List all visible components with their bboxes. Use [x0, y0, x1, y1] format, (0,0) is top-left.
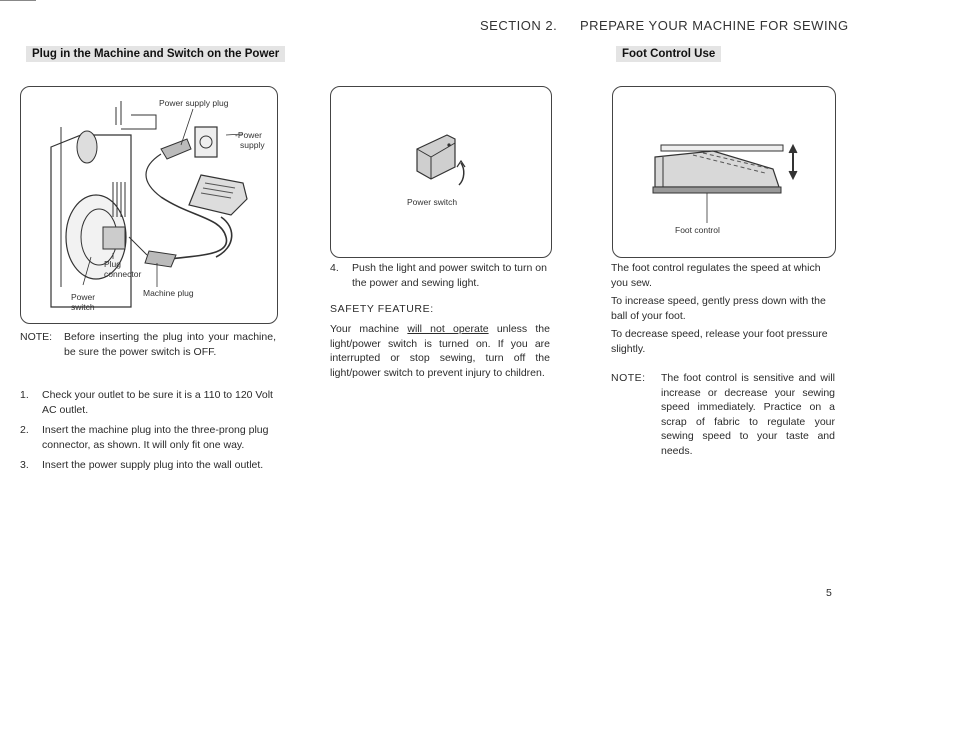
label-machine-plug: Machine plug: [143, 288, 194, 298]
foot-control-illustration: [613, 87, 835, 257]
right-para-3: To decrease speed, release your foot pressure slightly.: [611, 328, 828, 355]
label-power-supply-plug: Power supply plug: [159, 98, 229, 108]
section-label: SECTION 2.: [480, 18, 558, 33]
right-para-1: The foot control regulates the speed at which you sew.: [611, 262, 821, 289]
foot-control-figure: [612, 86, 836, 258]
right-para-2: To increase speed, gently press down with the ball of your foot.: [611, 295, 826, 322]
left-steps: [20, 388, 276, 479]
right-note: [611, 371, 835, 458]
label-power-switch-2: switch: [71, 302, 95, 312]
right-note-key: NOTE:: [611, 372, 646, 384]
list-item: 1. Check your outlet to be sure it is a 110 to 120 Volt AC outlet.: [20, 389, 273, 416]
label-power-supply-2: supply: [240, 140, 265, 150]
left-note: [20, 330, 276, 359]
page-title: PREPARE YOUR MACHINE FOR SEWING: [580, 18, 849, 33]
machine-plug-figure: [20, 86, 278, 324]
page-number: 5: [826, 587, 832, 599]
list-item: 3. Insert the power supply plug into the wall outlet.: [20, 459, 264, 471]
safety-heading: SAFETY FEATURE:: [330, 303, 434, 315]
middle-step: 4. Push the light and power switch to turn on the power and sewing light.: [330, 262, 547, 289]
left-subheading: Plug in the Machine and Switch on the Power: [26, 46, 285, 62]
label-power-switch: Power switch: [407, 197, 458, 207]
list-item: 2. Insert the machine plug into the three-prong plug connector, as shown. It will only fit one way.: [20, 424, 269, 451]
label-plug-connector-2: connector: [104, 269, 142, 279]
label-foot-control: Foot control: [675, 225, 720, 235]
right-note-text: The foot control is sensitive and will increase or decrease your sewing speed immediately. Practice on a scrap of fabric to regulate your sewing speed to your taste and needs.: [661, 372, 835, 457]
label-plug-connector-1: Plug: [104, 259, 122, 269]
label-power-switch-1: Power: [71, 292, 96, 302]
left-note-text: Before inserting the plug into your machine, be sure the power switch is OFF.: [64, 331, 276, 358]
right-subheading: Foot Control Use: [616, 46, 721, 62]
power-switch-figure: [330, 86, 552, 258]
top-rule: [0, 0, 36, 1]
left-note-key: NOTE:: [20, 331, 53, 343]
safety-text: Your machine will not operate unless the light/power switch is turned on. If you are interrupted or stop sewing, turn off the light/power switch to prevent injury to children.: [330, 323, 550, 379]
power-switch-illustration: [331, 87, 551, 257]
label-power-supply-1: -Power: [235, 130, 262, 140]
